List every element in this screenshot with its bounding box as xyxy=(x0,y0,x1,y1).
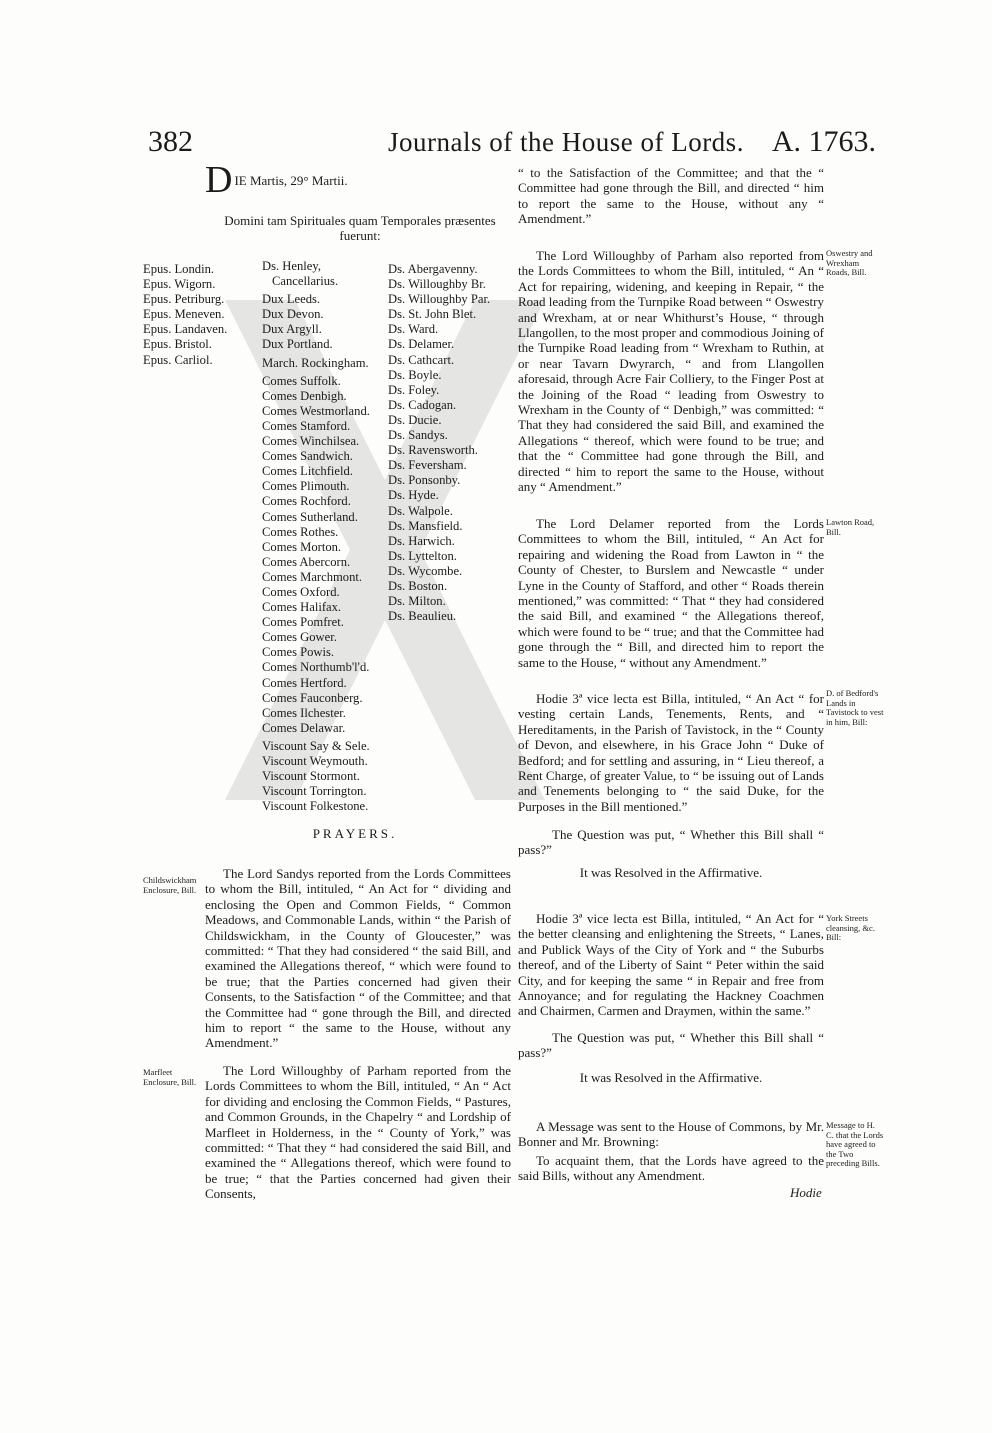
paragraph-continued: “ to the Satisfaction of the Committee; and that the “ Committee had gone through the Bill, and directed “ him to report the same to the House, without any “ Amendment.” xyxy=(518,165,824,227)
paragraph-text: To acquaint them, that the Lords have agreed to the said Bills, without any Amendment. xyxy=(518,1153,824,1184)
page-number: 382 xyxy=(148,125,193,158)
paragraph-oswestry-road xyxy=(518,248,824,495)
year: A. 1763. xyxy=(771,125,876,158)
baron-entry: Ds. Feversham. xyxy=(388,458,467,473)
noble-entry: Comes Westmorland. xyxy=(262,403,370,418)
baron-entry: Ds. Wycombe. xyxy=(388,563,463,578)
noble-entry: Comes Stamford. xyxy=(262,418,351,433)
noble-entry: Viscount Torrington. xyxy=(262,784,367,799)
noble-entry: Dux Leeds. xyxy=(262,292,321,307)
bishop-entry: Epus. Landaven. xyxy=(143,322,228,337)
baron-entry: Ds. Ravensworth. xyxy=(388,443,478,458)
baron-entry: Ds. Harwich. xyxy=(388,533,455,548)
baron-entry: Ds. Milton. xyxy=(388,594,446,609)
prayers-heading: PRAYERS. xyxy=(312,826,398,841)
baron-entry: Ds. Delamer. xyxy=(388,337,455,352)
catchword: Hodie xyxy=(790,1185,822,1200)
nobles-column xyxy=(262,259,387,814)
noble-entry: Comes Rothes. xyxy=(262,524,339,539)
question-two xyxy=(518,1030,824,1061)
question-text: The Question was put, “ Whether this Bill shall “ pass?” xyxy=(518,1030,824,1061)
noble-entry: Comes Halifax. xyxy=(262,600,342,615)
noble-entry: Viscount Stormont. xyxy=(262,769,360,784)
noble-entry: Comes Powis. xyxy=(262,645,335,660)
baron-entry: Ds. Boston. xyxy=(388,578,448,593)
paragraph-text: The Lord Delamer reported from the Lords Committees to whom the Bill, intituled, “ An Act for repairing and widening the Road from Lawton in “ the County of Chester, to Burslem and Newcastle “ under Lyne in the County of Stafford, and other “ Roads therein mentioned,” was committed: “ That “ they had considered the said Bill, and examined “ the Allegations thereof, which were found to be “ true; and that the Committee had gone through the “ Bill, and directed him to report the same to the House, “ without any Amendment.” xyxy=(518,516,824,670)
noble-entry: Viscount Say & Sele. xyxy=(262,738,370,753)
margin-note-bedford: D. of Bedford's Lands in Tavistock to vest in him, Bill: xyxy=(826,688,884,727)
baron-entry: Ds. Willoughby Br. xyxy=(388,277,486,292)
baron-entry: Ds. Boyle. xyxy=(388,367,442,382)
baron-entry: Ds. St. John Blet. xyxy=(388,307,477,322)
noble-entry: Comes Delawar. xyxy=(262,720,346,735)
noble-entry: Comes Suffolk. xyxy=(262,373,341,388)
resolution-one: It was Resolved in the Affirmative. xyxy=(579,865,763,880)
noble-entry: Comes Abercorn. xyxy=(262,554,351,569)
baron-entry: Ds. Mansfield. xyxy=(388,518,463,533)
paragraph-marfleet xyxy=(205,1063,511,1202)
noble-entry: Comes Northumb'l'd. xyxy=(262,660,370,675)
bishop-entry: Epus. Londin. xyxy=(143,262,215,276)
paragraph-york-streets xyxy=(518,911,824,1019)
date-line xyxy=(205,159,485,201)
noble-entry: Comes Fauconberg. xyxy=(262,690,363,705)
margin-note-message: Message to H. C. that the Lords have agreed to the Two preceding Bills. xyxy=(826,1120,884,1169)
question-text: The Question was put, “ Whether this Bill shall “ pass?” xyxy=(518,827,824,858)
paragraph-text: The Lord Willoughby of Parham reported from the Lords Committees to whom the Bill, intituled, “ An “ Act for dividing and enclosing the Common Fields, “ Pastures, and Common Grounds, in the Chapelry “ and Lordship of Marfleet in Holderness, in the “ County of York,” was committed: “ That they “ had considered the said Bill, and examined the “ Allegations thereof, which were found to be true; “ that the Parties concerned had given their Consents, xyxy=(205,1063,511,1202)
noble-entry: Comes Rochford. xyxy=(262,494,351,509)
noble-entry: Dux Devon. xyxy=(262,307,324,322)
baron-entry: Ds. Beaulieu. xyxy=(388,609,457,624)
noble-entry: Comes Marchmont. xyxy=(262,569,363,584)
baron-entry: Ds. Ward. xyxy=(388,322,439,337)
noble-entry: Dux Portland. xyxy=(262,337,333,352)
baron-entry: Ds. Ducie. xyxy=(388,412,442,427)
margin-note-marfleet: Marfleet Enclosure, Bill. xyxy=(143,1067,197,1087)
paragraph-childswickham xyxy=(205,866,511,1051)
paragraph-text: The Lord Sandys reported from the Lords Committees to whom the Bill, intituled, “ An Act for “ dividing and enclosing the Open and Common Fields, “ Common Meadows, and Commonable Lands, within “ the Parish of Childswickham, in the County of Gloucester,” was committed: “ That they had considered “ the said Bill, and examined the Allegations thereof, “ which were found to be true; that the Parties concerned had given their Consents, to the Satisfaction “ of the Committee; and that the Committee had “ gone through the Bill, and directed him to report “ the same to the House, without any Amendment.” xyxy=(205,866,511,1051)
paragraph-text: The Lord Willoughby of Parham also reported from the Lords Committees to whom the Bill, intituled, “ An “ Act for repairing, widening, and keeping in Repair, “ the Road leading from the Turnpike Road between “ Oswestry and Wrexham, at or near Whithurst’s House, “ through Llangollen, to the most proper and commodious Joining of the Turnpike Road leading from “ Wrexham to Ruthin, at or near Tavarn Dwyrarch, “ and from Llangollen aforesaid, through Acre Fair Colliery, to the Finger Post at the Joining of the Road “ leading from Oswestry to Wrexham in the County of “ Denbigh,” was committed: “ That they had considered the said Bill, and examined the Allegations “ thereof, which were found to be true; and that the “ Committee had gone through the Bill, and directed “ him to report the same to the House, without any “ Amendment.” xyxy=(518,248,824,495)
bishop-entry: Epus. Wigorn. xyxy=(143,277,216,292)
noble-entry: Viscount Folkestone. xyxy=(262,799,369,814)
bishops-column xyxy=(143,262,253,368)
journal-title: Journals of the House of Lords. xyxy=(388,127,744,157)
noble-entry: Comes Gower. xyxy=(262,630,337,645)
margin-note-childswickham: Childswickham Enclosure, Bill. xyxy=(143,875,197,895)
margin-note-york: York Streets cleansing, &c. Bill: xyxy=(826,913,875,943)
noble-entry: Comes Sandwich. xyxy=(262,449,353,464)
baron-entry: Ds. Lyttelton. xyxy=(388,548,457,563)
paragraph-text: Hodie 3ª vice lecta est Billa, intituled, “ An Act “ for vesting certain Lands, Tenements, Rents, and “ Hereditaments, in the Parish of Tavistock, in the “ County of Devon, and elsewhere, in his Grace John “ Duke of Bedford; and for settling and assuring, in “ Lieu thereof, a Rent Charge, of greater Value, to “ be issuing out of Lands and Tenements belonging to “ the said Duke, for the Purposes in the Bill mentioned.” xyxy=(518,691,824,814)
baron-entry: Ds. Abergavenny. xyxy=(388,262,478,276)
question-one xyxy=(518,827,824,858)
noble-entry: Dux Argyll. xyxy=(262,322,322,337)
baron-entry: Ds. Sandys. xyxy=(388,428,448,443)
baron-entry: Ds. Willoughby Par. xyxy=(388,292,491,307)
drop-cap: D xyxy=(205,159,233,201)
barons-column xyxy=(388,262,508,624)
paragraph-lawton-road xyxy=(518,516,824,670)
baron-entry: Ds. Cathcart. xyxy=(388,352,455,367)
bishop-entry: Epus. Carliol. xyxy=(143,352,213,367)
noble-entry: Comes Pomfret. xyxy=(262,615,344,630)
paragraph-text: Hodie 3ª vice lecta est Billa, intituled, “ An Act for “ the better cleansing and enlightening the Streets, “ Lanes, and Publick Ways of the City of York and “ the Suburbs thereof, and of the Liberty of Saint “ Peter within the said City, and for keeping the same “ in Repair and free from Annoyance; and for regulating the Hackney Coachmen and Chairmen, Carmen and Draymen, within the same.” xyxy=(518,911,824,1019)
baron-entry: Ds. Ponsonby. xyxy=(388,473,461,488)
noble-entry: Ds. Henley, xyxy=(262,259,321,273)
baron-entry: Ds. Hyde. xyxy=(388,488,439,503)
noble-entry: Comes Morton. xyxy=(262,539,342,554)
noble-entry: Comes Plimouth. xyxy=(262,479,350,494)
margin-note-lawton: Lawton Road, Bill. xyxy=(826,517,875,537)
noble-entry: Comes Oxford. xyxy=(262,584,340,599)
noble-entry: Comes Sutherland. xyxy=(262,509,358,524)
paragraph-bedford-lands xyxy=(518,691,824,814)
noble-entry: Comes Winchilsea. xyxy=(262,434,360,449)
running-header xyxy=(148,125,876,161)
resolution-two: It was Resolved in the Affirmative. xyxy=(579,1070,763,1085)
baron-entry: Ds. Foley. xyxy=(388,382,440,397)
baron-entry: Ds. Walpole. xyxy=(388,503,453,518)
noble-entry: Comes Hertford. xyxy=(262,675,347,690)
bishop-entry: Epus. Bristol. xyxy=(143,337,212,352)
bishop-entry: Epus. Meneven. xyxy=(143,307,225,322)
margin-note-oswestry: Oswestry and Wrexham Roads, Bill. xyxy=(826,248,873,278)
attendance-heading: Domini tam Spirituales quam Temporales præsentes fuerunt: xyxy=(224,213,496,244)
paragraph-text: A Message was sent to the House of Commons, by Mr. Bonner and Mr. Browning: xyxy=(518,1119,824,1150)
paragraph-acquaint xyxy=(518,1153,824,1184)
noble-entry: Viscount Weymouth. xyxy=(262,754,368,768)
noble-entry: Comes Ilchester. xyxy=(262,705,346,720)
noble-entry: Comes Denbigh. xyxy=(262,388,347,403)
bishop-entry: Epus. Petriburg. xyxy=(143,292,225,307)
noble-entry: Comes Litchfield. xyxy=(262,464,353,479)
noble-entry: Cancellarius. xyxy=(272,274,339,289)
date-text: IE Martis, 29° Martii. xyxy=(234,173,348,188)
noble-entry: March. Rockingham. xyxy=(262,355,369,370)
baron-entry: Ds. Cadogan. xyxy=(388,397,457,412)
paragraph-message xyxy=(518,1119,824,1150)
